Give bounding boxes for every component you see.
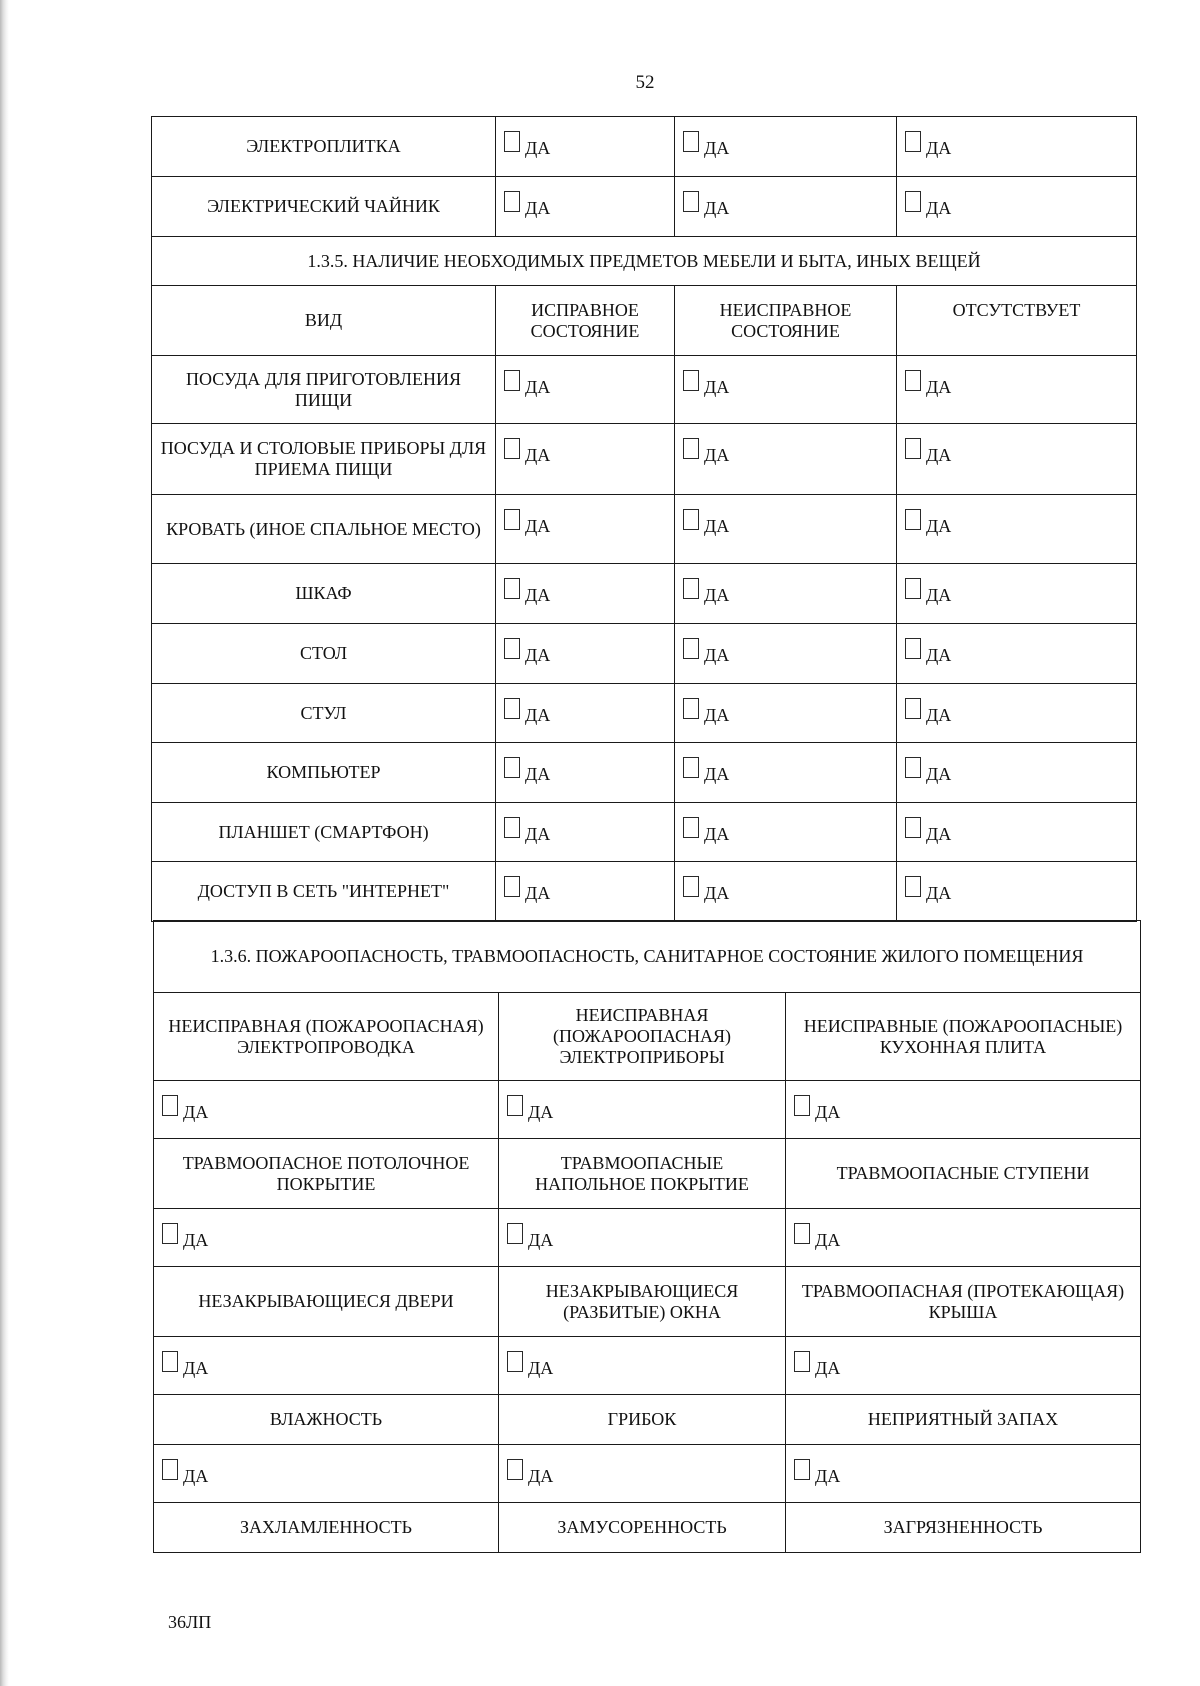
checkbox[interactable] [683,191,699,212]
item-name-label: ЭЛЕКТРИЧЕСКИЙ ЧАЙНИК [207,196,440,216]
checkbox[interactable] [162,1351,178,1372]
checkbox[interactable] [794,1095,810,1116]
hazard-label [499,1503,786,1553]
hazard-label-row [154,993,1141,1081]
hazard-label-label: ГРИБОК [607,1409,677,1429]
item-name [152,862,496,922]
option-cell [675,862,897,922]
checkbox[interactable] [683,438,699,459]
checkbox-label: ДА [926,198,952,218]
checkbox-label: ДА [815,1230,841,1250]
option-cell [675,684,897,743]
option-cell [154,1081,499,1139]
table-row [152,803,1137,862]
checkbox[interactable] [504,191,520,212]
checkbox-label: ДА [525,198,551,218]
checkbox-label: ДА [815,1466,841,1486]
checkbox[interactable] [794,1459,810,1480]
checkbox[interactable] [905,876,921,897]
hazard-label [499,1139,786,1209]
checkbox-label: ДА [926,516,952,536]
item-name-label: ЭЛЕКТРОПЛИТКА [246,136,401,156]
item-name [152,743,496,803]
checkbox-label: ДА [926,645,952,665]
checkbox[interactable] [504,817,520,838]
hazard-label [154,1267,499,1337]
checkbox[interactable] [507,1095,523,1116]
checkbox[interactable] [683,131,699,152]
hazard-label [786,1395,1141,1445]
item-name [152,495,496,564]
item-name-label: СТОЛ [299,643,348,663]
column-header [897,286,1137,356]
option-cell [496,117,675,177]
column-header [152,286,496,356]
hazard-label [499,1395,786,1445]
section-title [154,921,1141,993]
checkbox-label: ДА [926,764,952,784]
option-cell [496,743,675,803]
header-row [152,286,1137,356]
option-cell [897,117,1137,177]
checkbox-label: ДА [525,645,551,665]
option-cell [786,1209,1141,1267]
checkbox-label: ДА [704,445,730,465]
checkbox[interactable] [905,638,921,659]
checkbox[interactable] [905,509,921,530]
page-number: 52 [635,72,655,93]
item-name [152,684,496,743]
checkbox-label: ДА [528,1102,554,1122]
checkbox-label: ДА [815,1102,841,1122]
table-row [152,862,1137,922]
option-cell [496,624,675,684]
checkbox-label: ДА [525,824,551,844]
column-header-label: ОТСУТСТВУЕТ [952,300,1081,320]
item-name [152,624,496,684]
checkbox[interactable] [504,131,520,152]
item-name [152,356,496,424]
checkbox-label: ДА [528,1358,554,1378]
checkbox-label: ДА [525,585,551,605]
checkbox-label: ДА [926,705,952,725]
checkbox[interactable] [683,876,699,897]
checkbox[interactable] [504,638,520,659]
checkbox-label: ДА [815,1358,841,1378]
checkbox-label: ДА [926,377,952,397]
checkbox-label: ДА [528,1466,554,1486]
hazard-label [786,1139,1141,1209]
hazard-option-row [154,1337,1141,1395]
checkbox[interactable] [905,191,921,212]
option-cell [897,177,1137,237]
item-name [152,803,496,862]
hazard-label [499,993,786,1081]
hazard-label-label: НЕИСПРАВНАЯ (ПОЖАРООПАСНАЯ) ЭЛЕКТРОПРОВОДКА [168,1015,484,1057]
option-cell [675,117,897,177]
option-cell [675,495,897,564]
checkbox-label: ДА [926,585,952,605]
column-header-label: ИСПРАВНОЕ СОСТОЯНИЕ [530,299,640,341]
hazard-label [786,993,1141,1081]
option-cell [897,803,1137,862]
hazard-label-label: ВЛАЖНОСТЬ [269,1409,383,1429]
option-cell [786,1445,1141,1503]
section-title-label: 1.3.6. ПОЖАРООПАСНОСТЬ, ТРАВМООПАСНОСТЬ, САНИТАРНОЕ СОСТОЯНИЕ ЖИЛОГО ПОМЕЩЕНИЯ [210,946,1084,966]
option-cell [675,803,897,862]
option-cell [897,356,1137,424]
table-row [152,495,1137,564]
checkbox-label: ДА [183,1466,209,1486]
option-cell [897,684,1137,743]
checkbox-label: ДА [525,883,551,903]
column-header-label: НЕИСПРАВНОЕ СОСТОЯНИЕ [719,299,852,341]
hazard-label-label: ЗАГРЯЗНЕННОСТЬ [883,1517,1043,1537]
checkbox-label: ДА [525,764,551,784]
checkbox-label: ДА [525,516,551,536]
checkbox-label: ДА [704,377,730,397]
checkbox[interactable] [905,698,921,719]
checkbox[interactable] [683,757,699,778]
hazard-label-label: НЕЗАКРЫВАЮЩИЕСЯ ДВЕРИ [198,1291,454,1311]
hazard-label-row [154,1139,1141,1209]
option-cell [897,624,1137,684]
item-name-label: ПЛАНШЕТ (СМАРТФОН) [218,821,429,842]
checkbox-label: ДА [926,824,952,844]
hazard-label-label: НЕПРИЯТНЫЙ ЗАПАХ [867,1409,1059,1429]
option-cell [675,743,897,803]
hazard-label-label: НЕИСПРАВНЫЕ (ПОЖАРООПАСНЫЕ) КУХОННАЯ ПЛИТА [803,1015,1123,1057]
hazard-label [786,1267,1141,1337]
option-cell [897,495,1137,564]
hazard-label-label: ТРАВМООПАСНЫЕ СТУПЕНИ [836,1163,1090,1183]
item-name [152,564,496,624]
checkbox-label: ДА [525,138,551,158]
checkbox-label: ДА [704,824,730,844]
option-cell [496,356,675,424]
table-row [152,424,1137,495]
option-cell [897,743,1137,803]
option-cell [154,1209,499,1267]
item-name [152,117,496,177]
hazard-label [154,1503,499,1553]
checkbox-label: ДА [704,705,730,725]
hazard-label-label: ЗАМУСОРЕННОСТЬ [557,1517,727,1537]
option-cell [675,356,897,424]
table-row [152,177,1137,237]
column-header-label: ВИД [304,310,343,330]
hazard-label-label: ЗАХЛАМЛЕННОСТЬ [240,1517,412,1537]
checkbox[interactable] [504,578,520,599]
option-cell [499,1209,786,1267]
section-title-label: 1.3.5. НАЛИЧИЕ НЕОБХОДИМЫХ ПРЕДМЕТОВ МЕБЕЛИ И БЫТА, ИНЫХ ВЕЩЕЙ [307,250,981,271]
hazard-label-label: ТРАВМООПАСНЫЕ НАПОЛЬНОЕ ПОКРЫТИЕ [535,1152,749,1194]
checkbox[interactable] [162,1095,178,1116]
checkbox[interactable] [905,578,921,599]
table-row [152,624,1137,684]
checkbox[interactable] [905,817,921,838]
checkbox-label: ДА [704,138,730,158]
checkbox-label: ДА [926,138,952,158]
furniture-items-table [151,116,1137,922]
hazard-label-row [154,1267,1141,1337]
checkbox-label: ДА [525,445,551,465]
option-cell [496,424,675,495]
checkbox-label: ДА [525,705,551,725]
hazard-label-row [154,1395,1141,1445]
option-cell [675,564,897,624]
option-cell [675,624,897,684]
item-name [152,177,496,237]
option-cell [496,564,675,624]
section-title [152,237,1137,286]
hazard-label-row [154,1503,1141,1553]
hazard-label [154,993,499,1081]
option-cell [786,1081,1141,1139]
table-row [152,117,1137,177]
checkbox[interactable] [683,817,699,838]
checkbox[interactable] [507,1459,523,1480]
checkbox[interactable] [507,1351,523,1372]
checkbox-label: ДА [183,1230,209,1250]
item-name [152,424,496,495]
option-cell [154,1445,499,1503]
checkbox[interactable] [504,698,520,719]
checkbox[interactable] [905,757,921,778]
checkbox-label: ДА [528,1230,554,1250]
checkbox-label: ДА [525,377,551,397]
hazard-label [499,1267,786,1337]
checkbox-label: ДА [183,1358,209,1378]
item-name-label: ПОСУДА И СТОЛОВЫЕ ПРИБОРЫ ДЛЯ ПРИЕМА ПИЩИ [160,438,487,479]
checkbox-label: ДА [926,883,952,903]
checkbox[interactable] [905,131,921,152]
checkbox[interactable] [162,1459,178,1480]
option-cell [154,1337,499,1395]
checkbox[interactable] [905,370,921,391]
column-header [496,286,675,356]
checkbox-label: ДА [704,764,730,784]
option-cell [499,1445,786,1503]
option-cell [499,1081,786,1139]
checkbox[interactable] [504,438,520,459]
hazard-label-label: ТРАВМООПАСНАЯ (ПРОТЕКАЮЩАЯ) КРЫША [801,1280,1125,1322]
table-row [152,684,1137,743]
item-name-label: КРОВАТЬ (ИНОЕ СПАЛЬНОЕ МЕСТО) [166,518,481,539]
option-cell [496,684,675,743]
section-title-row [154,921,1141,993]
hazard-option-row [154,1445,1141,1503]
footer-code: 36ЛП [168,1612,212,1632]
section-title-row [152,237,1137,286]
checkbox-label: ДА [926,445,952,465]
checkbox-label: ДА [704,198,730,218]
option-cell [499,1337,786,1395]
item-name-label: СТУЛ [300,702,347,723]
scan-edge-shadow [0,0,9,1686]
checkbox[interactable] [504,509,520,530]
option-cell [496,862,675,922]
hazard-label [154,1139,499,1209]
safety-condition-table [153,920,1141,1553]
item-name-label: ШКАФ [295,583,352,603]
checkbox[interactable] [683,578,699,599]
checkbox-label: ДА [704,883,730,903]
checkbox[interactable] [683,370,699,391]
option-cell [897,862,1137,922]
checkbox[interactable] [683,698,699,719]
checkbox[interactable] [504,876,520,897]
option-cell [675,424,897,495]
option-cell [897,424,1137,495]
hazard-label [154,1395,499,1445]
checkbox-label: ДА [183,1102,209,1122]
option-cell [897,564,1137,624]
option-cell [675,177,897,237]
checkbox[interactable] [794,1351,810,1372]
table-row [152,356,1137,424]
checkbox-label: ДА [704,516,730,536]
checkbox[interactable] [905,438,921,459]
option-cell [496,495,675,564]
item-name-label: ДОСТУП В СЕТЬ "ИНТЕРНЕТ" [197,881,450,901]
option-cell [786,1337,1141,1395]
checkbox[interactable] [504,370,520,391]
hazard-label-label: НЕИСПРАВНАЯ (ПОЖАРООПАСНАЯ) ЭЛЕКТРОПРИБОРЫ [552,1005,731,1067]
hazard-option-row [154,1209,1141,1267]
checkbox[interactable] [504,757,520,778]
item-name-label: ПОСУДА ДЛЯ ПРИГОТОВЛЕНИЯ ПИЩИ [186,368,461,410]
hazard-label-label: ТРАВМООПАСНОЕ ПОТОЛОЧНОЕ ПОКРЫТИЕ [182,1152,470,1194]
table-row [152,564,1137,624]
hazard-label [786,1503,1141,1553]
hazard-label-label: НЕЗАКРЫВАЮЩИЕСЯ (РАЗБИТЫЕ) ОКНА [545,1280,739,1322]
checkbox[interactable] [162,1223,178,1244]
checkbox[interactable] [507,1223,523,1244]
option-cell [496,803,675,862]
hazard-option-row [154,1081,1141,1139]
checkbox-label: ДА [704,645,730,665]
checkbox-label: ДА [704,585,730,605]
option-cell [496,177,675,237]
checkbox[interactable] [683,638,699,659]
column-header [675,286,897,356]
item-name-label: КОМПЬЮТЕР [266,762,381,782]
checkbox[interactable] [683,509,699,530]
table-row [152,743,1137,803]
checkbox[interactable] [794,1223,810,1244]
